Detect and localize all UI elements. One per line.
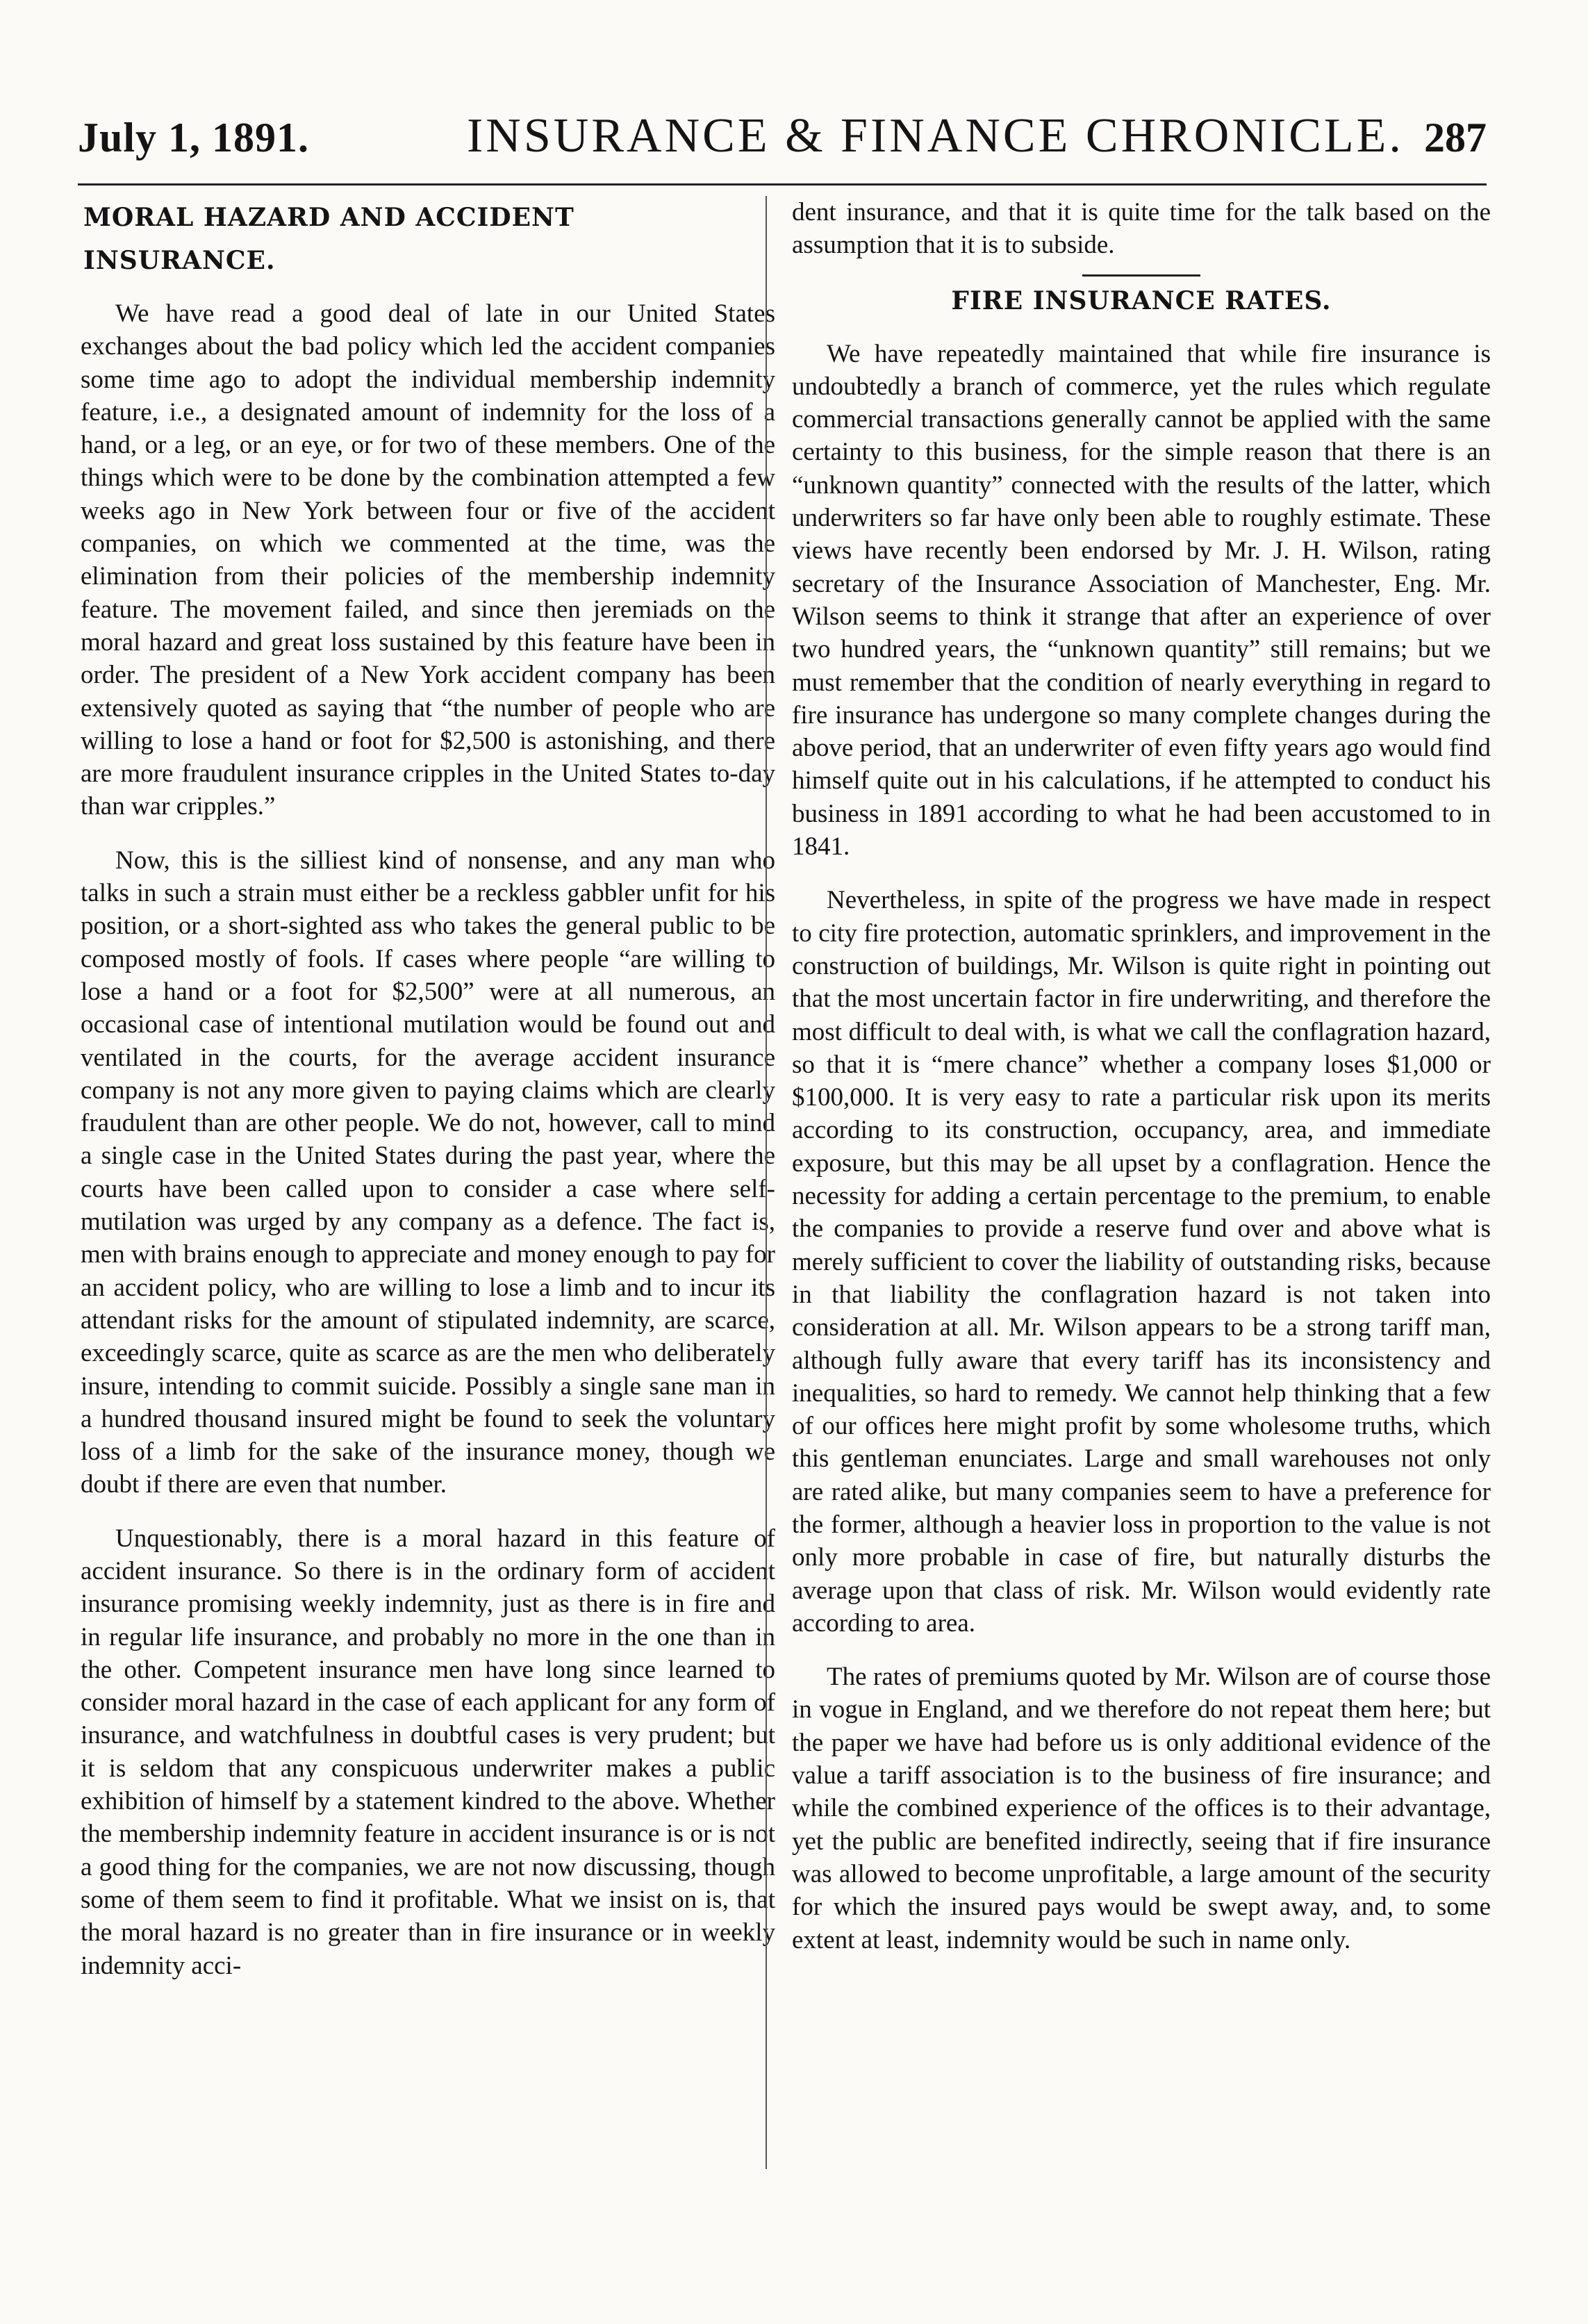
article-paragraph: Nevertheless, in spite of the progress we have made in respect to city fire protection, automatic sprinklers, and improvement in the construction of buildings, Mr. Wilson is quite right in pointing out that the most uncertain factor in fire underwriting, and therefore the most difficult to deal with, is what we call the conflagration hazard, so that it is “mere chance” whether a company loses $1,000 or $100,000. It is very easy to rate a particular risk upon its merits according to its construction, occupancy, area, and immediate exposure, but this may be all upset by a conflagration. Hence the necessity for adding a certain percentage to the premium, to enable the companies to provide a reserve fund over and above what is merely sufficient to cover the liability of outstanding risks, because in that liability the conflagration hazard is not taken into consideration at all. Mr. Wilson appears to be a strong tariff man, although fully aware that every tariff has its inconsistency and inequalities, so hard to remedy. We cannot help thinking that a few of our offices here might profit by some wholesome truths, which this gentleman enunciates. Large and small warehouses not only are rated alike, but many companies seem to have a preference for the former, although a heavier loss in proportion to the value is not only more probable in case of fire, but naturally disturbs the average upon that class of risk. Mr. Wilson would evidently rate according to area. — [792, 886, 1491, 1638]
article-paragraph: Now, this is the silliest kind of nonsense, and any man who talks in such a strain must either be a reckless gabbler unfit for his position, or a short-sighted ass who takes the general public to be composed mostly of fools. If cases where people “are willing to lose a hand or a foot for $2,500” were at all numerous, an occasional case of intentional mutilation would be found out and ventilated in the courts, for the average accident insurance company is not any more given to paying claims which are clearly fraudulent than are other people. We do not, however, call to mind a single case in the United States during the past year, where the courts have been called upon to consider a case where self-mutilation was urged by any company as a defence. The fact is, men with brains enough to appreciate and money enough to pay for an accident policy, who are willing to lose a limb and to incur its attendant risks for the amount of stipulated indemnity, are scarce, exceedingly scarce, quite as scarce as are the men who deliberately insure, intending to commit suicide. Possibly a single sane man in a hundred thousand insured might be found to seek the voluntary loss of a limb for the sake of the insurance money, though we doubt if there are even that number. — [81, 846, 775, 1499]
article-paragraph: We have read a good deal of late in our United States exchanges about the bad policy which led the accident companies some time ago to adopt the individual membership indemnity feature, i.e., a designated amount of indemnity for the loss of a hand, or a leg, or an eye, or for two of these members. One of the things which were to be done by the combination attempted a few weeks ago in New York between four or five of the accident companies, on which we commented at the time, was the elimination from their policies of the membership indemnity feature. The movement failed, and since then jeremiads on the moral hazard and great loss sustained by this feature have been in order. The president of a New York accident company has been extensively quoted as saying that “the number of people who are willing to lose a hand or foot for $2,500 is astonishing, and there are more fraudulent insurance cripples in the United States to-day than war cripples.” — [81, 299, 775, 821]
article-paragraph: The rates of premiums quoted by Mr. Wilson are of course those in vogue in England, and we therefore do not repeat them here; but the paper we have had before us is only additional evidence of the value a tariff association is to the business of fire insurance; and while the combined experience of the offices is to their advantage, yet the public are benefited indirectly, seeing that if fire insurance was allowed to become unprofitable, a large amount of the security for which the insured pays would be swept away, and, to some extent at least, indemnity would be such in name only. — [792, 1663, 1491, 1954]
article-paragraph: Unquestionably, there is a moral hazard in this feature of accident insurance. So there is in the ordinary form of accident insurance promising weekly indemnity, just as there is in fire and in regular life insurance, and probably no more in the one than in the other. Competent insurance men have long since learned to consider moral hazard in the case of each applicant for any form of insurance, and watchfulness in doubtful cases is very prudent; but it is seldom that any conspicuous underwriter makes a public exhibition of himself by a statement kindred to the above. Whether the membership indemnity feature in accident insurance is or is not a good thing for the companies, we are not now discussing, though some of them seem to find it profitable. What we insist on is, that the moral hazard is no greater than in fire insurance or in weekly indemnity acci- — [81, 1524, 775, 1980]
publication-title: INSURANCE & FINANCE CHRONICLE. — [467, 109, 1404, 163]
header-rule — [78, 183, 1487, 186]
right-column — [792, 196, 1491, 1956]
article-paragraph: We have repeatedly maintained that while fire insurance is undoubtedly a branch of commerce, yet the rules which regulate commercial transactions generally cannot be applied with the same certainty to this business, for the simple reason that there is an “unknown quantity” connected with the results of the latter, which underwriters so far have only been able to roughly estimate. These views have recently been endorsed by Mr. J. H. Wilson, rating secretary of the Insurance Association of Manchester, Eng. Mr. Wilson seems to think it strange that after an experience of over two hundred years, the “unknown quantity” still remains; but we must remember that the condition of nearly everything in regard to fire insurance has undergone so many complete changes during the above period, that an underwriter of even fifty years ago would find himself quite out in his calculations, if he attempted to conduct his business in 1891 according to what he had been accustomed to in 1841. — [792, 339, 1491, 862]
page-number: 287 — [1424, 115, 1487, 160]
article-heading-fire-rates: FIRE INSURANCE RATES. — [951, 286, 1332, 315]
column-divider — [766, 196, 767, 2169]
article-continuation: dent insurance, and that it is quite time for the talk based on the assumption that it is to subside. — [792, 198, 1491, 260]
left-column — [81, 196, 775, 1982]
section-rule — [1082, 274, 1200, 277]
article-heading-moral-hazard: MORAL HAZARD AND ACCIDENT INSURANCE. — [83, 203, 574, 275]
running-head — [78, 108, 1487, 181]
issue-date: July 1, 1891. — [78, 115, 310, 160]
